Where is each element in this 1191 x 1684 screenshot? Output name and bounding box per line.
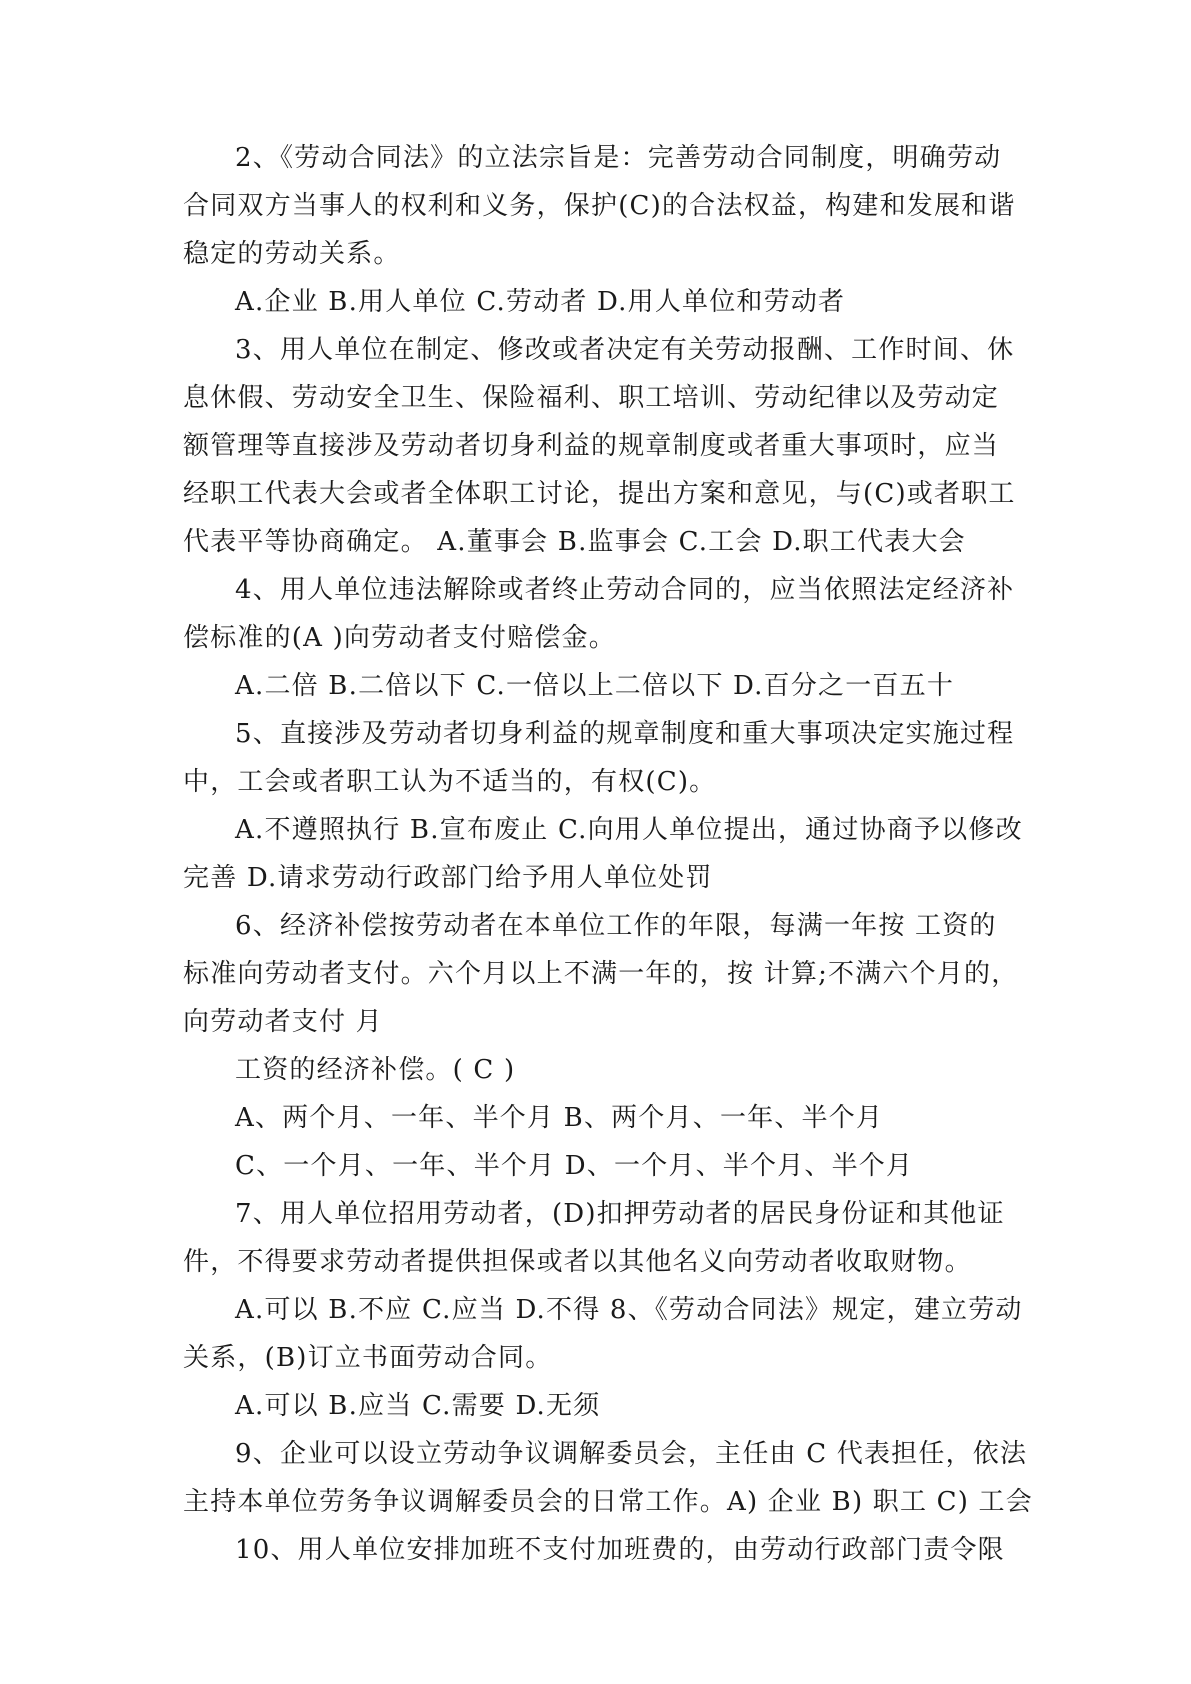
text-line: 标准向劳动者支付。六个月以上不满一年的，按 计算;不满六个月的， (183, 959, 1019, 989)
text-line: 稳定的劳动关系。 (183, 239, 401, 269)
text-line: A.不遵照执行 B.宣布废止 C.向用人单位提出，通过协商予以修改 (235, 815, 1023, 845)
text-line: 经职工代表大会或者全体职工讨论，提出方案和意见，与(C)或者职工 (183, 479, 1016, 509)
text-line: 3、用人单位在制定、修改或者决定有关劳动报酬、工作时间、休 (235, 335, 1015, 365)
text-line: 关系，(B)订立书面劳动合同。 (183, 1343, 553, 1373)
document-body (183, 134, 1033, 1574)
text-line: A.企业 B.用人单位 C.劳动者 D.用人单位和劳动者 (235, 287, 846, 317)
text-line: 10、用人单位安排加班不支付加班费的，由劳动行政部门责令限 (235, 1535, 1005, 1565)
text-line: 中，工会或者职工认为不适当的，有权(C)。 (183, 767, 717, 797)
text-line: 件，不得要求劳动者提供担保或者以其他名义向劳动者收取财物。 (183, 1247, 972, 1277)
text-line: 代表平等协商确定。 A.董事会 B.监事会 C.工会 D.职工代表大会 (183, 527, 966, 557)
text-line: 息休假、劳动安全卫生、保险福利、职工培训、劳动纪律以及劳动定 (183, 383, 1000, 413)
text-line: A.可以 B.不应 C.应当 D.不得 8、《劳动合同法》规定，建立劳动 (235, 1295, 1023, 1325)
text-line: 主持本单位劳务争议调解委员会的日常工作。A) 企业 B) 职工 C) 工会 (183, 1487, 1033, 1517)
text-line: 合同双方当事人的权利和义务，保护(C)的合法权益，构建和发展和谐 (183, 191, 1016, 221)
text-line: 9、企业可以设立劳动争议调解委员会，主任由 C 代表担任，依法 (235, 1439, 1028, 1469)
text-line: 2、《劳动合同法》的立法宗旨是：完善劳动合同制度，明确劳动 (235, 143, 1002, 173)
text-line: 4、用人单位违法解除或者终止劳动合同的，应当依照法定经济补 (235, 575, 1015, 605)
text-line: 向劳动者支付 月 (183, 1007, 383, 1037)
text-line: 偿标准的(A )向劳动者支付赔偿金。 (183, 623, 616, 653)
text-line: 完善 D.请求劳动行政部门给予用人单位处罚 (183, 863, 713, 893)
text-line: 7、用人单位招用劳动者，(D)扣押劳动者的居民身份证和其他证 (235, 1199, 1005, 1229)
text-line: A.二倍 B.二倍以下 C.一倍以上二倍以下 D.百分之一百五十 (235, 671, 955, 701)
text-line: 6、经济补偿按劳动者在本单位工作的年限，每满一年按 工资的 (235, 911, 997, 941)
text-line: 5、直接涉及劳动者切身利益的规章制度和重大事项决定实施过程 (235, 719, 1015, 749)
text-line: A.可以 B.应当 C.需要 D.无须 (235, 1391, 601, 1421)
text-line: 额管理等直接涉及劳动者切身利益的规章制度或者重大事项时，应当 (183, 431, 1000, 461)
text-line: C、一个月、一年、半个月 D、一个月、半个月、半个月 (235, 1151, 914, 1181)
text-line: 工资的经济补偿。( C ) (235, 1055, 516, 1085)
text-line: A、两个月、一年、半个月 B、两个月、一年、半个月 (235, 1103, 884, 1133)
